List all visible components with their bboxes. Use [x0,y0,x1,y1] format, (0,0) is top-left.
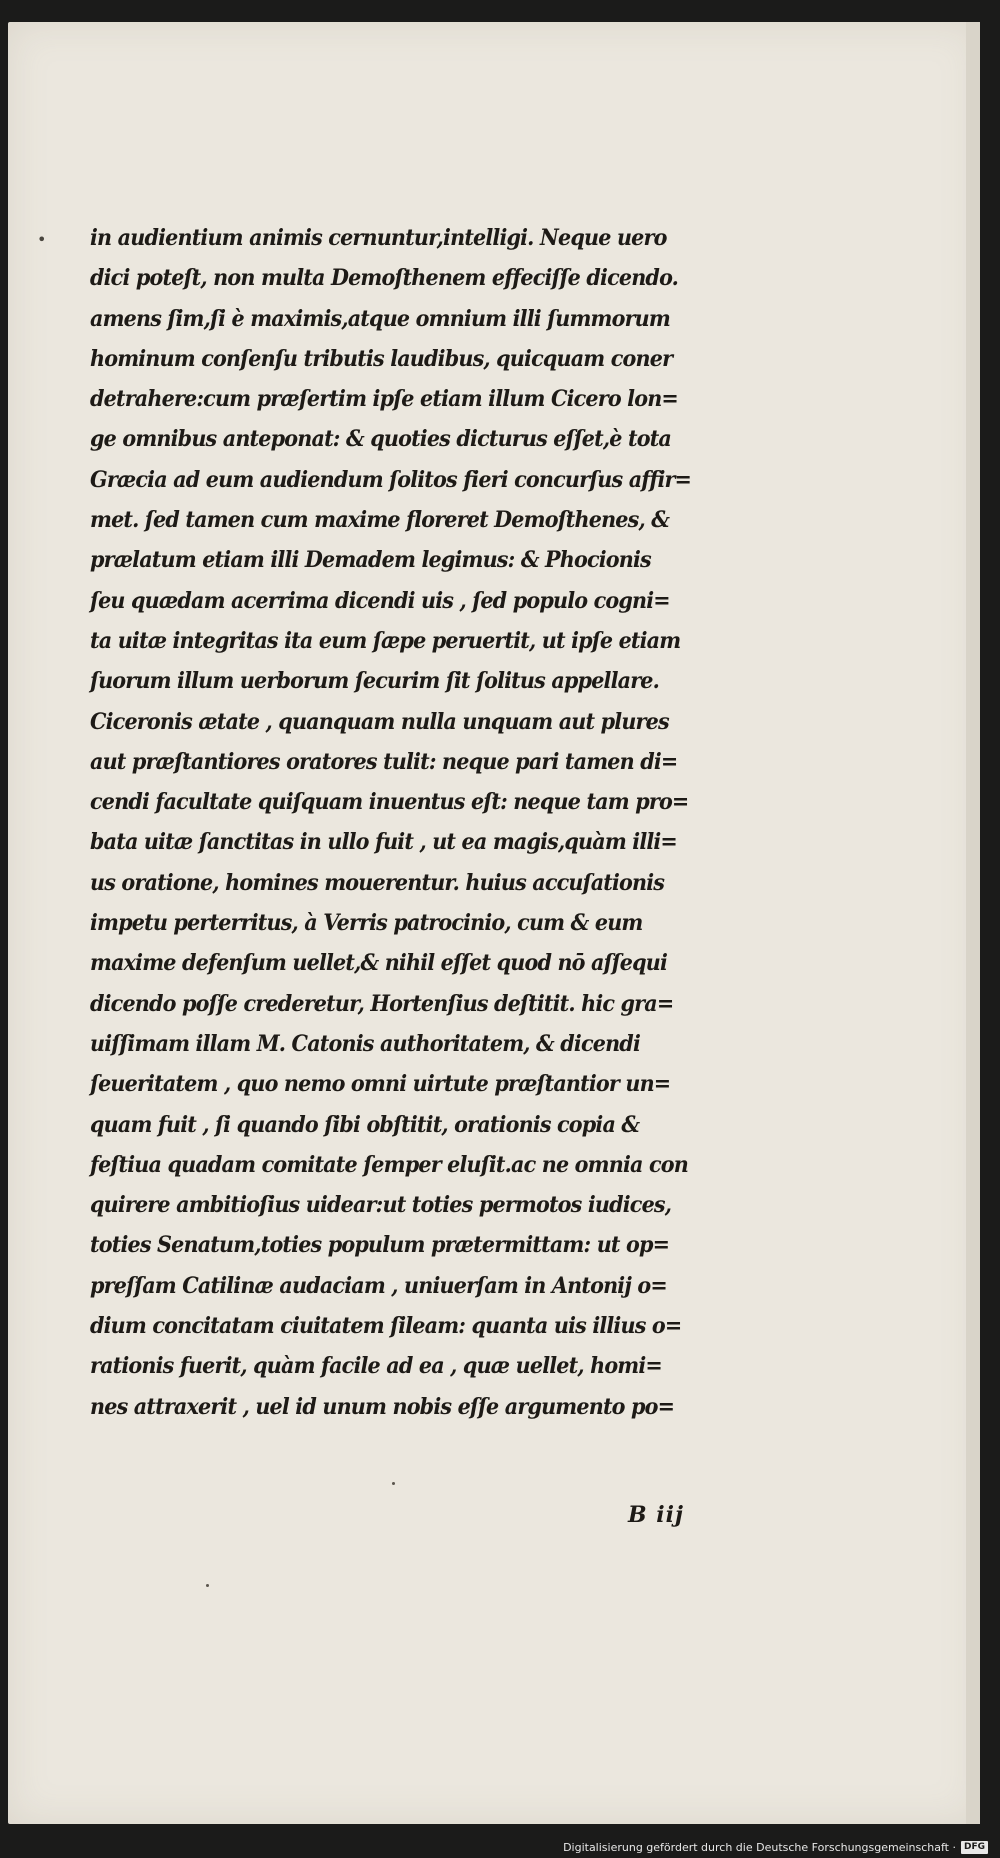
text-line: amens ſim,ſi è maximis,atque omnium illi ſummorum [90,305,670,332]
text-block [90,218,770,1427]
footer [563,1841,988,1854]
text-line: quam fuit , ſi quando ſibi obſtitit, orationis copia & [90,1111,640,1138]
margin-mark: • [37,230,47,249]
text-line: dium concitatam ciuitatem ſileam: quanta uis illius o= [90,1313,682,1340]
text-line: aut præſtantiores oratores tulit: neque pari tamen di= [90,748,678,775]
text-line: rationis fuerit, quàm facile ad ea , quæ uellet, homi= [90,1353,662,1380]
text-line: dici poteſt, non multa Demoſthenem effeciſſe dicendo. [90,265,679,292]
signature-mark: B iij [628,1502,684,1528]
text-line: bata uitæ ſanctitas in ullo fuit , ut ea magis,quàm illi= [90,829,677,856]
text-line: maxime defenſum uellet,& nihil eſſet quod nō aſſequi [90,950,668,977]
book-page [8,22,980,1824]
text-line: dicendo poſſe crederetur, Hortenſius deſtitit. hic gra= [90,990,674,1017]
text-line: nes attraxerit , uel id unum nobis eſſe argumento po= [90,1393,675,1420]
text-line: Ciceronis ætate , quanquam nulla unquam aut plures [90,708,669,735]
text-line: detrahere:cum præſertim ipſe etiam illum Cicero lon= [90,386,678,413]
dfg-logo-icon: DFG [961,1841,988,1854]
text-line: ge omnibus anteponat: & quoties dicturus eſſet,è tota [90,426,672,453]
text-line: in audientium animis cernuntur,intelligi. Neque uero [90,225,667,251]
footer-credit: Digitalisierung gefördert durch die Deutsche Forschungsgemeinschaft · [563,1841,956,1854]
text-line: ſeu quædam acerrima dicendi uis , ſed populo cogni= [90,587,670,614]
text-line: met. ſed tamen cum maxime floreret Demoſthenes, & [90,507,670,534]
text-line: cendi facultate quiſquam inuentus eſt: neque tam pro= [90,789,689,816]
text-line: us oratione, homines mouerentur. huius accuſationis [90,869,665,896]
text-line: uiſſimam illam M. Catonis authoritatem, & dicendi [90,1030,640,1057]
text-line: ta uitæ integritas ita eum ſæpe peruertit, ut ipſe etiam [90,627,681,654]
text-line: ſeueritatem , quo nemo omni uirtute præſtantior un= [90,1071,671,1098]
text-line: feſtiua quadam comitate ſemper eluſit.ac ne omnia con [90,1151,688,1178]
text-line: toties Senatum,toties populum prætermittam: ut op= [90,1232,670,1259]
text-line: prælatum etiam illi Demadem legimus: & Phocionis [90,547,651,574]
text-line: Græcia ad eum audiendum ſolitos fieri concurſus affir= [90,466,692,493]
page-gutter [966,22,980,1824]
text-line: hominum conſenſu tributis laudibus, quicquam coner [90,345,673,372]
ink-speck [392,1482,395,1485]
text-line: ſuorum illum uerborum ſecurim ſit ſolitus appellare. [90,668,660,695]
text-line: preſſam Catilinæ audaciam , uniuerſam in Antonij o= [90,1272,667,1299]
ink-speck [206,1584,209,1587]
text-line: quirere ambitioſius uidear:ut toties permotos iudices, [90,1192,672,1219]
text-line: impetu perterritus, à Verris patrocinio, cum & eum [90,910,643,937]
